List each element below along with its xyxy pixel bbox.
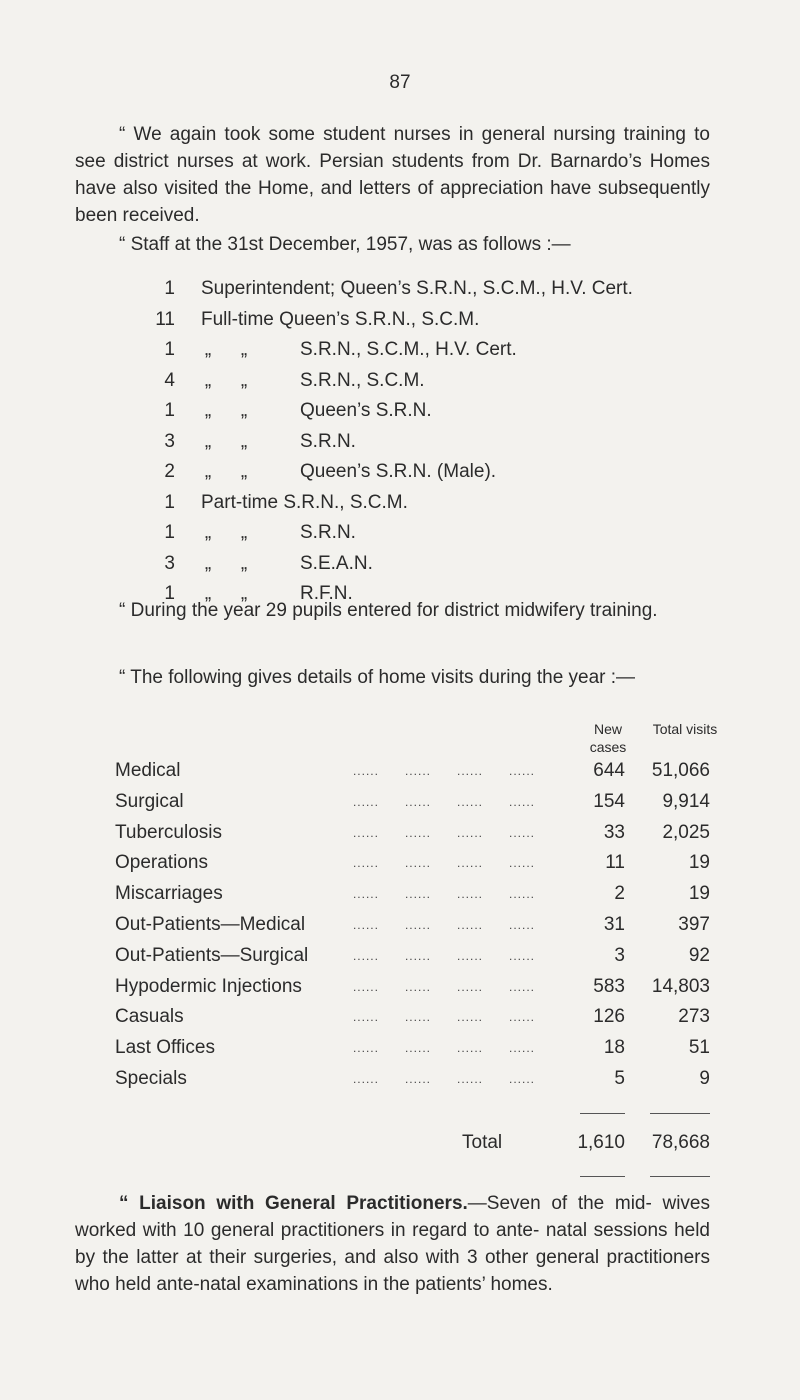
staff-qualification: Queen’s S.R.N. (Male). xyxy=(300,461,497,482)
paragraph-text: “ We again took some student nurses in general nursing training to see district nurses at work. Persian students from Dr. Barnardo’s Homes have also visited the Home, and letters of appreciation have subsequently been received. xyxy=(75,124,710,226)
paragraph-text: “ Staff at the 31st December, 1957, was as follows :— xyxy=(119,234,571,255)
leader-dots: ...... ...... ...... ...... xyxy=(352,1072,535,1086)
ditto-marks xyxy=(190,335,300,365)
ditto-mark: „ xyxy=(204,583,212,604)
visit-category: Casuals xyxy=(115,1006,184,1028)
visit-category: Specials xyxy=(115,1068,187,1089)
new-cases-value: 5 xyxy=(614,1068,625,1089)
paragraph-midwifery xyxy=(75,597,710,624)
leader-dots: ...... ...... ...... ...... xyxy=(352,1010,535,1025)
staff-qualification: Superintendent; Queen’s S.R.N., S.C.M., H.V. Cert. xyxy=(201,278,633,299)
visit-category: Tuberculosis xyxy=(115,821,223,843)
table-row xyxy=(0,972,800,1002)
staff-row xyxy=(0,488,800,518)
paragraph-text: “ During the year 29 pupils entered for district midwifery training. xyxy=(119,600,658,621)
total-rule xyxy=(650,1113,710,1114)
total-new-cases: 1,610 xyxy=(577,1132,625,1153)
total-visits-value: 397 xyxy=(678,914,710,935)
leader-dots: ...... ...... ...... ...... xyxy=(352,979,535,994)
staff-count: 3 xyxy=(164,430,175,452)
leader-dots: ...... ...... ...... ...... xyxy=(352,948,535,963)
paragraph-liaison xyxy=(75,1190,710,1298)
column-header-total-visits: Total visits xyxy=(652,721,718,737)
table-row xyxy=(0,941,800,971)
new-cases-value: 154 xyxy=(593,790,625,812)
total-visits-value: 2,025 xyxy=(662,821,710,843)
staff-count: 1 xyxy=(164,491,175,513)
staff-row xyxy=(0,366,800,396)
ditto-mark: „ xyxy=(204,339,212,360)
visit-category: Surgical xyxy=(115,790,184,812)
total-visits-value: 273 xyxy=(678,1006,710,1028)
total-visits-value: 9,914 xyxy=(662,790,710,812)
staff-row xyxy=(0,457,800,487)
table-row xyxy=(0,818,800,848)
ditto-mark: „ xyxy=(240,400,248,421)
leader-dots: ...... ...... ...... ...... xyxy=(352,825,535,840)
total-visits-value: 19 xyxy=(688,883,710,905)
staff-count: 4 xyxy=(164,369,175,391)
staff-row xyxy=(0,518,800,548)
leader-dots: ...... ...... ...... ...... xyxy=(352,887,535,902)
leader-dots: ...... ...... ...... ...... xyxy=(352,856,535,871)
total-label: Total xyxy=(462,1132,503,1153)
table-row xyxy=(0,1033,800,1063)
total-visits-value: 9 xyxy=(699,1068,710,1089)
total-visits-value: 51,066 xyxy=(651,760,710,781)
ditto-mark: „ xyxy=(240,369,248,391)
new-cases-value: 126 xyxy=(593,1006,625,1028)
staff-qualification: S.E.A.N. xyxy=(300,552,373,574)
staff-count: 1 xyxy=(164,583,175,604)
staff-count: 3 xyxy=(164,552,175,574)
visit-category: Out-Patients—Surgical xyxy=(115,944,309,966)
ditto-mark: „ xyxy=(240,522,248,543)
ditto-mark: „ xyxy=(204,461,212,482)
total-visits-value: 92 xyxy=(688,944,710,966)
staff-qualification: R.F.N. xyxy=(300,583,353,604)
ditto-marks xyxy=(190,549,300,579)
new-cases-value: 583 xyxy=(593,975,625,997)
new-cases-value: 11 xyxy=(605,852,625,874)
visits-total-row xyxy=(0,1128,800,1158)
staff-row xyxy=(0,427,800,457)
new-cases-value: 18 xyxy=(603,1037,625,1059)
staff-count: 2 xyxy=(164,461,175,482)
ditto-mark: „ xyxy=(240,430,248,452)
visit-category: Medical xyxy=(115,760,181,781)
staff-count: 1 xyxy=(164,522,175,543)
table-row xyxy=(0,1064,800,1094)
total-visits-value: 19 xyxy=(688,852,710,874)
visit-category: Out-Patients—Medical xyxy=(115,914,306,935)
visit-category: Hypodermic Injections xyxy=(115,975,302,997)
staff-qualification: Part-time S.R.N., S.C.M. xyxy=(201,491,408,513)
ditto-mark: „ xyxy=(204,430,212,452)
ditto-marks xyxy=(190,366,300,396)
new-cases-value: 3 xyxy=(614,944,625,966)
new-cases-value: 2 xyxy=(614,883,625,905)
staff-count: 1 xyxy=(164,400,175,421)
new-cases-value: 644 xyxy=(593,760,625,781)
visit-category: Miscarriages xyxy=(115,883,223,905)
page-number: 87 xyxy=(389,72,411,93)
staff-row xyxy=(0,274,800,304)
ditto-mark: „ xyxy=(204,522,212,543)
total-visits-value: 51 xyxy=(688,1037,710,1059)
total-visits: 78,668 xyxy=(651,1132,710,1153)
table-row xyxy=(0,1002,800,1032)
paragraph-visits-intro xyxy=(75,664,710,691)
ditto-mark: „ xyxy=(240,552,248,574)
total-underline xyxy=(650,1176,710,1177)
leader-dots: ...... ...... ...... ...... xyxy=(352,1041,535,1056)
ditto-marks xyxy=(190,457,300,487)
ditto-mark: „ xyxy=(240,461,248,482)
paragraph-staff-intro xyxy=(75,231,710,258)
paragraph-text: “ The following gives details of home visits during the year :— xyxy=(119,667,636,688)
new-cases-value: 31 xyxy=(603,914,625,935)
staff-qualification: S.R.N. xyxy=(300,430,356,452)
leader-dots: ...... ...... ...... ...... xyxy=(352,918,535,932)
staff-qualification: Full-time Queen’s S.R.N., S.C.M. xyxy=(201,308,480,330)
ditto-mark: „ xyxy=(240,339,248,360)
new-cases-value: 33 xyxy=(603,821,625,843)
table-row xyxy=(0,879,800,909)
ditto-marks xyxy=(190,518,300,548)
staff-row xyxy=(0,549,800,579)
liaison-heading: “ Liaison with General Practitioners. xyxy=(119,1193,468,1214)
total-rule xyxy=(580,1113,625,1114)
staff-qualification: S.R.N., S.C.M., H.V. Cert. xyxy=(300,339,517,360)
visit-category: Last Offices xyxy=(115,1037,215,1059)
ditto-marks xyxy=(190,396,300,426)
staff-qualification: S.R.N., S.C.M. xyxy=(300,369,425,391)
table-row xyxy=(0,910,800,940)
ditto-mark: „ xyxy=(204,369,212,391)
staff-row xyxy=(0,396,800,426)
leader-dots: ...... ...... ...... ...... xyxy=(352,764,535,778)
total-underline xyxy=(580,1176,625,1177)
ditto-mark: „ xyxy=(204,552,212,574)
staff-count: 11 xyxy=(155,308,175,330)
total-visits-value: 14,803 xyxy=(651,975,710,997)
staff-qualification: Queen’s S.R.N. xyxy=(300,400,432,421)
column-header-new-cases: New cases xyxy=(589,721,627,755)
leader-dots: ...... ...... ...... ...... xyxy=(352,794,535,809)
ditto-mark: „ xyxy=(240,583,248,604)
ditto-mark: „ xyxy=(204,400,212,421)
paragraph-student-visits xyxy=(75,121,710,229)
staff-row xyxy=(0,335,800,365)
table-row xyxy=(0,848,800,878)
staff-row xyxy=(0,305,800,335)
liaison-body: —Seven of the mid- wives worked with 10 general practitioners in regard to ante- natal sessions held by the latter at their surgeries, and also with 3 other general practitioners who held ante-natal examinations in the patients’ homes. xyxy=(75,1193,710,1295)
visit-category: Operations xyxy=(115,852,208,874)
table-row xyxy=(0,756,800,786)
table-row xyxy=(0,787,800,817)
staff-count: 1 xyxy=(164,339,175,360)
ditto-marks xyxy=(190,427,300,457)
staff-count: 1 xyxy=(164,278,175,299)
staff-qualification: S.R.N. xyxy=(300,522,356,543)
